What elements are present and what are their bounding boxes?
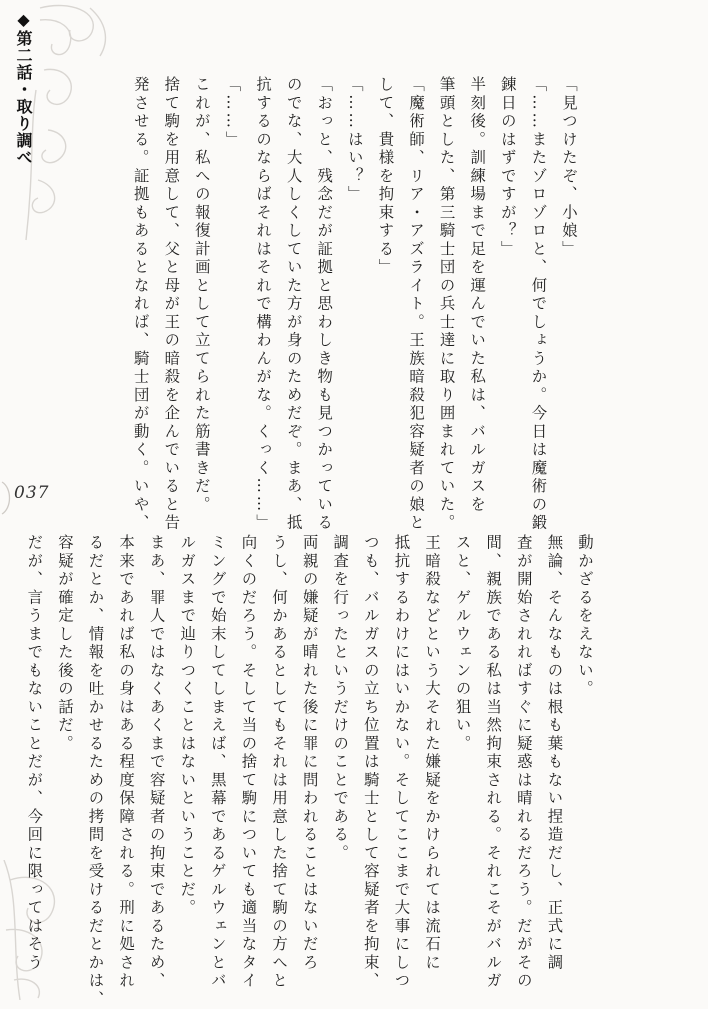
text-line: 調査を行ったというだけのことである。	[331, 534, 350, 863]
text-line: 動かざるをえない。	[576, 534, 594, 699]
text-line: 「おっと、残念だが証拠と思わしき物も見つかっている	[315, 76, 334, 533]
text-line: 無論、そんなものは根も葉もない捏造だし、正式に調	[545, 534, 564, 972]
text-line: 間、親族である私は当然拘束される。それこそがバルガ	[484, 534, 503, 991]
text-line: 本来であれば私の身はある程度保障される。刑に処され	[117, 534, 136, 991]
text-line: 査が開始されればすぐに疑惑は晴れるだろう。だがその	[514, 534, 533, 991]
text-line: 向くのだろう。そして当の捨て駒についても適当なタイ	[239, 534, 258, 991]
text-line: 「魔術師、リア・アズライト。王族暗殺犯容疑者の娘と	[407, 76, 426, 533]
text-line: 発させる。証拠もあるとなれば、騎士団が動く。いや、	[131, 76, 150, 533]
text-line: ミングで始末してしまえば、黒幕であるゲルウェンとバ	[208, 534, 227, 991]
text-line: スと、ゲルウェンの狙い。	[453, 534, 472, 753]
text-line: 容疑が確定した後の話だ。	[55, 534, 74, 753]
text-line: 筆頭とした、第三騎士団の兵士達に取り囲まれていた。	[437, 76, 456, 533]
text-line: のでな、大人しくしていた方が身のためだぞ。まあ、抵	[284, 76, 303, 533]
text-line: して、貴様を拘束する」	[376, 76, 395, 277]
page-number: 037	[14, 483, 50, 503]
upper-text-block	[125, 76, 584, 533]
text-line: うし、何かあるとしてもそれは用意した捨て駒の方へと	[270, 534, 289, 991]
text-line: 両親の嫌疑が晴れた後に罪に問われることはないだろ	[300, 534, 319, 972]
text-line: これが、私への報復計画として立てられた筋書きだ。	[192, 76, 211, 514]
text-line: 王暗殺などという大それた嫌疑をかけられては流石に	[423, 534, 442, 972]
text-line: まあ、罪人ではなくあくまで容疑者の拘束であるため、	[147, 534, 166, 991]
text-line: だが、言うまでもないことだが、今回に限ってはそう	[25, 534, 44, 972]
text-line: 抵抗するわけにはいかない。そしてここまで大事にしつ	[392, 534, 411, 991]
text-line: つも、バルガスの立ち位置は騎士として容疑者を拘束、	[361, 534, 380, 991]
text-line: 抗するのならばそれはそれで構わんがな。くっく……」	[254, 76, 273, 533]
text-line: 捨て駒を用意して、父と母が王の暗殺を企んでいると告	[162, 76, 181, 533]
text-line: 「……はい？」	[345, 76, 364, 204]
text-line: るだとか、情報を吐かせるための拷問を受けるだとかは、	[86, 534, 105, 1009]
text-line: 「……またゾロゾロと、何でしょうか。今日は魔術の鍛	[529, 76, 548, 533]
lower-text-block	[19, 534, 600, 1009]
text-line: ルガスまで辿りつくことはないということだ。	[178, 534, 197, 918]
text-line: 半刻後。訓練場まで足を運んでいた私は、バルガスを	[468, 76, 487, 514]
text-line: 「見つけたぞ、小娘」	[560, 76, 578, 259]
text-line: 錬日のはずですが？」	[498, 76, 517, 259]
text-line: 「……」	[223, 76, 242, 149]
chapter-marker: ◆第二話・取り調べ	[14, 10, 33, 166]
